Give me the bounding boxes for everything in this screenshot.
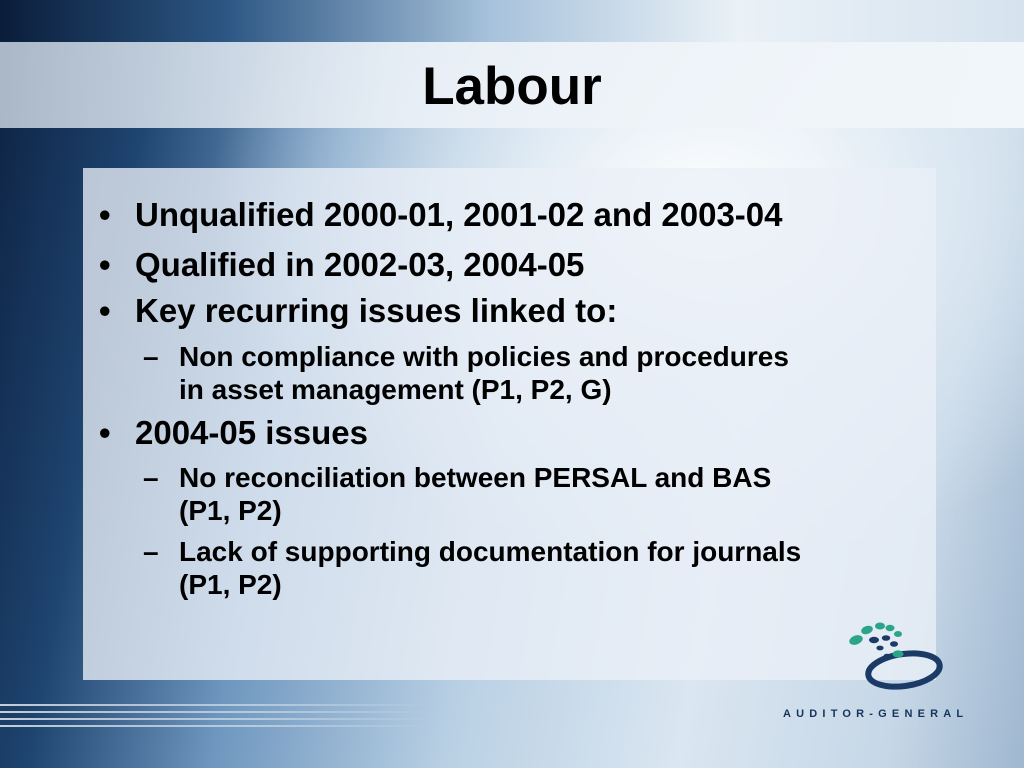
bullet-mark: • <box>99 246 111 283</box>
sub-item-line: No reconciliation between PERSAL and BAS <box>179 462 772 493</box>
sub-item-line: (P1, P2) <box>179 495 282 526</box>
sub-item-line: Non compliance with policies and procedures <box>179 341 789 372</box>
bullet-item <box>99 292 617 330</box>
dash-mark: – <box>143 341 159 372</box>
decorative-lines <box>0 704 430 734</box>
content-box <box>83 168 936 680</box>
sub-item-text <box>179 340 789 406</box>
bullet-mark: • <box>99 414 111 451</box>
sub-item-line: (P1, P2) <box>179 569 282 600</box>
sub-item-line: Lack of supporting documentation for journals <box>179 536 802 567</box>
bullet-text: Key recurring issues linked to: <box>135 292 618 329</box>
auditor-general-logo <box>832 618 947 698</box>
bullet-mark: • <box>99 292 111 329</box>
bullet-mark: • <box>99 196 111 233</box>
slide-title: Labour <box>422 57 602 116</box>
logo-wordmark: AUDITOR-GENERAL <box>783 708 969 720</box>
bullet-item <box>99 246 584 284</box>
top-gradient-band <box>0 0 1024 42</box>
sub-item-text <box>179 535 801 601</box>
dash-mark: – <box>143 536 159 567</box>
sub-item-text <box>179 461 771 527</box>
dash-mark: – <box>143 462 159 493</box>
bullet-text: Unqualified 2000-01, 2001-02 and 2003-04 <box>135 196 783 233</box>
sub-item-line: in asset management (P1, P2, G) <box>179 374 612 405</box>
bullet-item <box>99 196 783 234</box>
bullet-text: 2004-05 issues <box>135 414 369 451</box>
bullet-item <box>99 414 368 452</box>
bullet-text: Qualified in 2002-03, 2004-05 <box>135 246 585 283</box>
